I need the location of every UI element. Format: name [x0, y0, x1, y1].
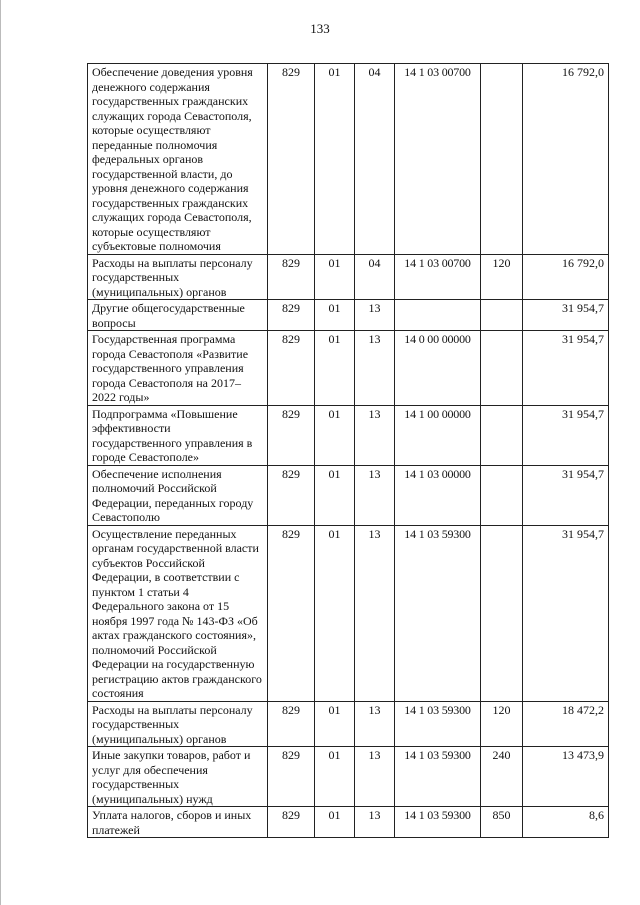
- row-sum: 13 473,9: [523, 747, 609, 807]
- table-row: [88, 254, 609, 300]
- row-rz: 01: [315, 747, 355, 807]
- row-ved: 829: [268, 331, 315, 406]
- row-name: Расходы на выплаты персоналу государственных (муниципальных) органов: [88, 254, 268, 300]
- row-rz: 01: [315, 331, 355, 406]
- budget-table: [87, 63, 609, 838]
- row-vr: [481, 405, 523, 465]
- row-ved: 829: [268, 300, 315, 331]
- row-pr: 13: [355, 747, 395, 807]
- row-vr: 120: [481, 701, 523, 747]
- row-name: Осуществление переданных органам государственной власти субъектов Российской Федерации, в соответствии с пунктом 1 статьи 4 Федерального закона от 15 ноября 1997 года № 143-ФЗ «Об актах гражданского состояния», полномочий Российской Федерации на государственную регистрацию актов гражданского состояния: [88, 525, 268, 701]
- row-pr: 13: [355, 465, 395, 525]
- row-rz: 01: [315, 807, 355, 838]
- row-vr: 120: [481, 254, 523, 300]
- table-row: [88, 331, 609, 406]
- row-name: Государственная программа города Севастополя «Развитие государственного управления города Севастополя на 2017–2022 годы»: [88, 331, 268, 406]
- scan-edge-line: [0, 0, 1, 905]
- row-sum: 31 954,7: [523, 405, 609, 465]
- table-row: [88, 701, 609, 747]
- row-ved: 829: [268, 807, 315, 838]
- row-ved: 829: [268, 701, 315, 747]
- row-rz: 01: [315, 465, 355, 525]
- row-vr: [481, 300, 523, 331]
- row-csr: 14 1 03 59300: [395, 701, 481, 747]
- row-name: Обеспечение доведения уровня денежного содержания государственных гражданских служащих города Севастополя, которые осуществляют переданные полномочия федеральных органов государственной власти, до уровня денежного содержания государственных гражданских служащих города Севастополя, которые осуществляют субъектовые полномочия: [88, 64, 268, 255]
- row-vr: 240: [481, 747, 523, 807]
- row-pr: 13: [355, 300, 395, 331]
- row-csr: [395, 300, 481, 331]
- row-sum: 31 954,7: [523, 300, 609, 331]
- row-vr: [481, 465, 523, 525]
- row-name: Другие общегосударственные вопросы: [88, 300, 268, 331]
- row-ved: 829: [268, 64, 315, 255]
- row-vr: [481, 525, 523, 701]
- row-rz: 01: [315, 300, 355, 331]
- row-sum: 31 954,7: [523, 525, 609, 701]
- row-csr: 14 1 00 00000: [395, 405, 481, 465]
- row-name: Подпрограмма «Повышение эффективности государственного управления в городе Севастополе»: [88, 405, 268, 465]
- row-name: Иные закупки товаров, работ и услуг для обеспечения государственных (муниципальных) нужд: [88, 747, 268, 807]
- table-row: [88, 807, 609, 838]
- row-ved: 829: [268, 747, 315, 807]
- row-rz: 01: [315, 64, 355, 255]
- row-vr: [481, 331, 523, 406]
- row-csr: 14 0 00 00000: [395, 331, 481, 406]
- table-row: [88, 747, 609, 807]
- row-csr: 14 1 03 00700: [395, 64, 481, 255]
- table-row: [88, 465, 609, 525]
- row-ved: 829: [268, 254, 315, 300]
- row-sum: 16 792,0: [523, 254, 609, 300]
- row-sum: 31 954,7: [523, 331, 609, 406]
- row-pr: 13: [355, 331, 395, 406]
- row-ved: 829: [268, 405, 315, 465]
- row-name: Уплата налогов, сборов и иных платежей: [88, 807, 268, 838]
- table-row: [88, 405, 609, 465]
- row-pr: 04: [355, 254, 395, 300]
- row-vr: 850: [481, 807, 523, 838]
- row-name: Обеспечение исполнения полномочий Российской Федерации, переданных городу Севастополю: [88, 465, 268, 525]
- page-number: 133: [310, 21, 330, 36]
- row-rz: 01: [315, 701, 355, 747]
- row-rz: 01: [315, 525, 355, 701]
- table-row: [88, 525, 609, 701]
- row-csr: 14 1 03 00000: [395, 465, 481, 525]
- row-sum: 31 954,7: [523, 465, 609, 525]
- row-pr: 13: [355, 405, 395, 465]
- table-row: [88, 300, 609, 331]
- row-pr: 13: [355, 807, 395, 838]
- row-rz: 01: [315, 405, 355, 465]
- row-pr: 13: [355, 525, 395, 701]
- table-row: [88, 64, 609, 255]
- row-csr: 14 1 03 59300: [395, 747, 481, 807]
- row-name: Расходы на выплаты персоналу государственных (муниципальных) органов: [88, 701, 268, 747]
- row-vr: [481, 64, 523, 255]
- row-ved: 829: [268, 525, 315, 701]
- row-ved: 829: [268, 465, 315, 525]
- row-csr: 14 1 03 59300: [395, 807, 481, 838]
- row-pr: 04: [355, 64, 395, 255]
- row-csr: 14 1 03 59300: [395, 525, 481, 701]
- row-rz: 01: [315, 254, 355, 300]
- row-pr: 13: [355, 701, 395, 747]
- row-sum: 8,6: [523, 807, 609, 838]
- row-sum: 16 792,0: [523, 64, 609, 255]
- row-csr: 14 1 03 00700: [395, 254, 481, 300]
- row-sum: 18 472,2: [523, 701, 609, 747]
